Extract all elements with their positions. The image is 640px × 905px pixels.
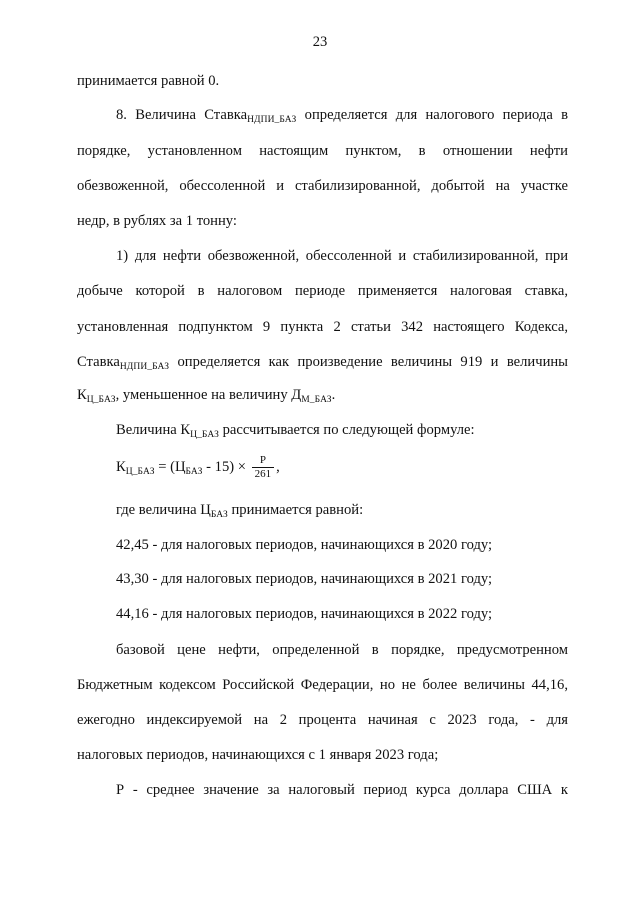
text-line: базовой цене нефти, определенной в порядке, предусмотренном xyxy=(116,642,568,658)
text-line: Р - среднее значение за налоговый период курса доллара США к xyxy=(116,782,568,798)
text-line: налоговых периодов, начинающихся с 1 января 2023 года; xyxy=(77,747,439,763)
text-line: Величина $К_{Ц\_БАЗ}$ рассчитывается по следующей формуле: xyxy=(116,422,475,440)
text-line: установленная подпунктом 9 пункта 2 статьи 342 настоящего Кодекса, xyxy=(77,319,568,335)
text-line: принимается равной 0. xyxy=(77,73,220,89)
text-line: недр, в рублях за 1 тонну: xyxy=(77,213,237,229)
list-item: 44,16 - для налоговых периодов, начинающихся в 2022 году; xyxy=(116,606,493,622)
formula: $К_{Ц\_БАЗ} = (Ц_{БАЗ} - 15)$ × $\frac{Р}{261}$ , xyxy=(116,454,280,480)
text-line: Ставка$_{НДПИ\_БАЗ}$ определяется как произведение величины 919 и величины xyxy=(77,354,568,372)
paragraph-8-first-line: 8. Величина Ставка$_{НДПИ\_БАЗ}$ определяется для налогового периода в xyxy=(116,107,568,125)
page-number: 23 xyxy=(312,34,328,50)
text-line: добыче которой в налоговом периоде применяется налоговая ставка, xyxy=(77,283,568,299)
text-line: ежегодно индексируемой на 2 процента начиная с 2023 года, - для xyxy=(77,712,568,728)
text-line: Бюджетным кодексом Российской Федерации, но не более величины 44,16, xyxy=(77,677,568,693)
fraction-denominator: 261 xyxy=(252,467,275,481)
text-line: где величина $Ц_{БАЗ}$ принимается равной: xyxy=(116,502,364,520)
text-line: порядке, установленном настоящим пунктом, в отношении нефти xyxy=(77,143,568,159)
list-item: 43,30 - для налоговых периодов, начинающихся в 2021 году; xyxy=(116,571,493,587)
fraction-numerator: Р xyxy=(259,454,266,466)
subparagraph-1-first-line: 1) для нефти обезвоженной, обессоленной и стабилизированной, при xyxy=(116,248,568,264)
text-line: $К_{Ц\_БАЗ}$, уменьшенное на величину $Д_{М\_БАЗ}$. xyxy=(77,387,336,405)
fraction xyxy=(252,454,275,481)
list-item: 42,45 - для налоговых периодов, начинающихся в 2020 году; xyxy=(116,537,493,553)
text-line: обезвоженной, обессоленной и стабилизированной, добытой на участке xyxy=(77,178,568,194)
